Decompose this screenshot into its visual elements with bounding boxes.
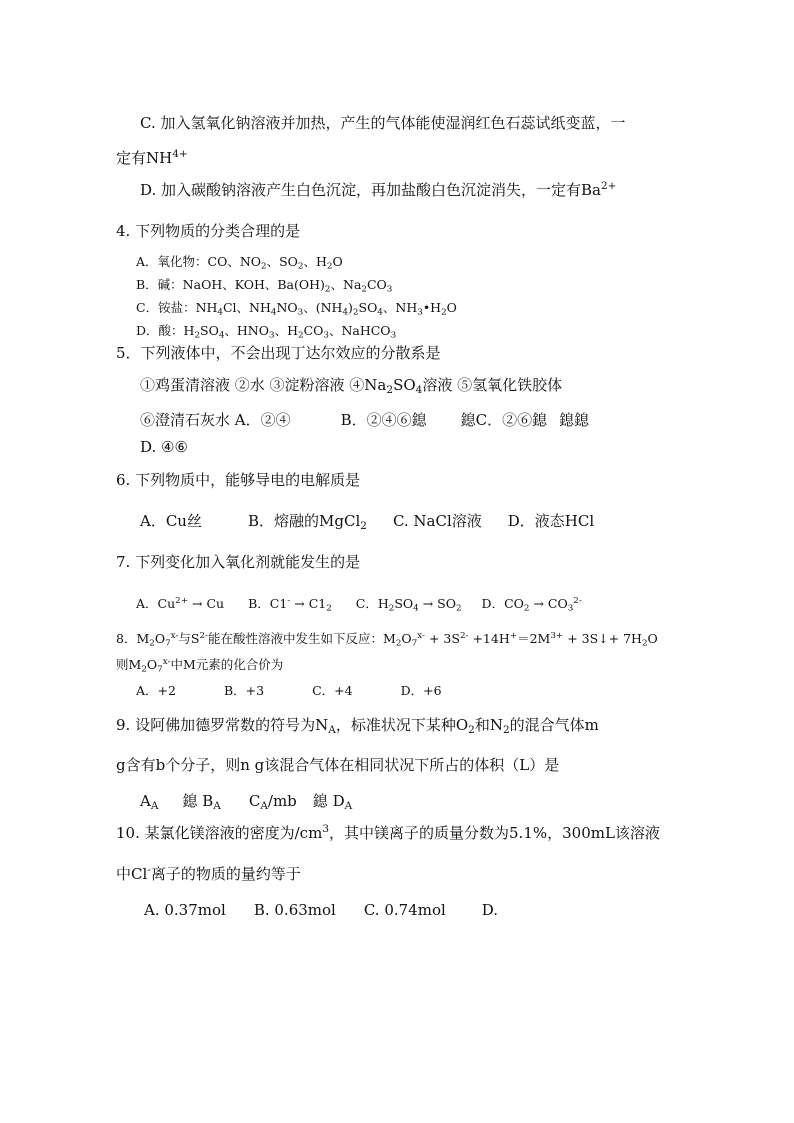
q5-option-d: D. ④⑥ [140, 438, 188, 456]
q5-stem: 5．下列液体中，不会出现丁达尔效应的分散系是 [116, 344, 441, 362]
q8-stem: 8．$M_2O_7^{x-}$与$S^{2-}$能在酸性溶液中发生如下反应：$M_2O_7^{x-} + 3S^{2-} +14H^+=2M^{3+}$ + 3S↓+ $7H_2O$ [116, 631, 658, 649]
q7-stem: 7. 下列变化加入氧化剂就能发生的是 [116, 553, 361, 571]
q6-options: A．Cu丝 B．熔融的MgCl$_2$ C. NaCl溶液 D．液态HCl [140, 512, 595, 533]
q7-options: A．$Cu^{2+} \to Cu$ B．$C1^- \to C1_2$ C．$H_2SO_4 \to SO_2$ D．$CO_2 \to CO_3^{2-}$ [136, 596, 582, 614]
q4-option-a: A．氧化物：CO、$NO_2$、$SO_2$、$H_2O$ [136, 254, 343, 272]
q8-line2: 则$M_2O_7^{x-}$中M元素的化合价为 [116, 657, 284, 675]
q4-option-b: B．碱：NaOH、KOH、$Ba(OH)_2$、$Na_2CO_3$ [136, 277, 393, 295]
q4-stem: 4. 下列物质的分类合理的是 [116, 222, 301, 240]
q8-options: A．+2 B．+3 C．+4 D．+6 [136, 683, 442, 698]
q6-stem: 6. 下列物质中，能够导电的电解质是 [116, 471, 361, 489]
q9-stem-line1: 9. 设阿佛加德罗常数的符号为$N_A$，标准状况下某种$O_2$和$N_2$的混合气体m [116, 716, 599, 737]
q10-options: A. 0.37mol B. 0.63mol C. 0.74mol D. [144, 901, 499, 919]
q10-stem-line1: 10. 某氯化镁溶液的密度为$/cm^3$，其中镁离子的质量分数为5.1%，300mL该溶液 [116, 823, 660, 842]
q3-option-c-line2: 定有$NH^{4+}$ [116, 148, 188, 167]
q5-items-line1: ①鸡蛋清溶液 ②水 ③淀粉溶液 $④Na_2SO_4$溶液 ⑤氢氧化铁胶体 [140, 376, 563, 397]
q3-option-d: D. 加入碳酸钠溶液产生白色沉淀，再加盐酸白色沉淀消失，一定有$Ba^{2+}$ [140, 180, 617, 199]
q3-option-c-line1: C. 加入氢氧化钠溶液并加热，产生的气体能使湿润红色石蕊试纸变蓝，一 [140, 114, 626, 132]
q9-options: $A_A$ 鎴 $B_A$ $C_A/mb$ 鎴 $D_A$ [140, 792, 353, 813]
q9-stem-line2: g含有b个分子，则n g该混合气体在相同状况下所占的体积（L）是 [116, 756, 560, 774]
q4-option-c: C．铵盐：$NH_4Cl$、$NH_4NO_3$、$(NH_4)_2SO_4$、$NH_3•H_2O$ [136, 300, 457, 318]
q5-items-line2: ⑥澄清石灰水 A．②④ B．②④⑥鎴 鎴C．②⑥鎴 鎴鎴 [140, 411, 590, 429]
q4-option-d: D．酸：$H_2SO_4$、$HNO_3$、$H_2CO_3$、NaHCO$_3$ [136, 323, 397, 341]
q10-stem-line2: 中Cl-离子的物质的量约等于 [116, 864, 301, 883]
